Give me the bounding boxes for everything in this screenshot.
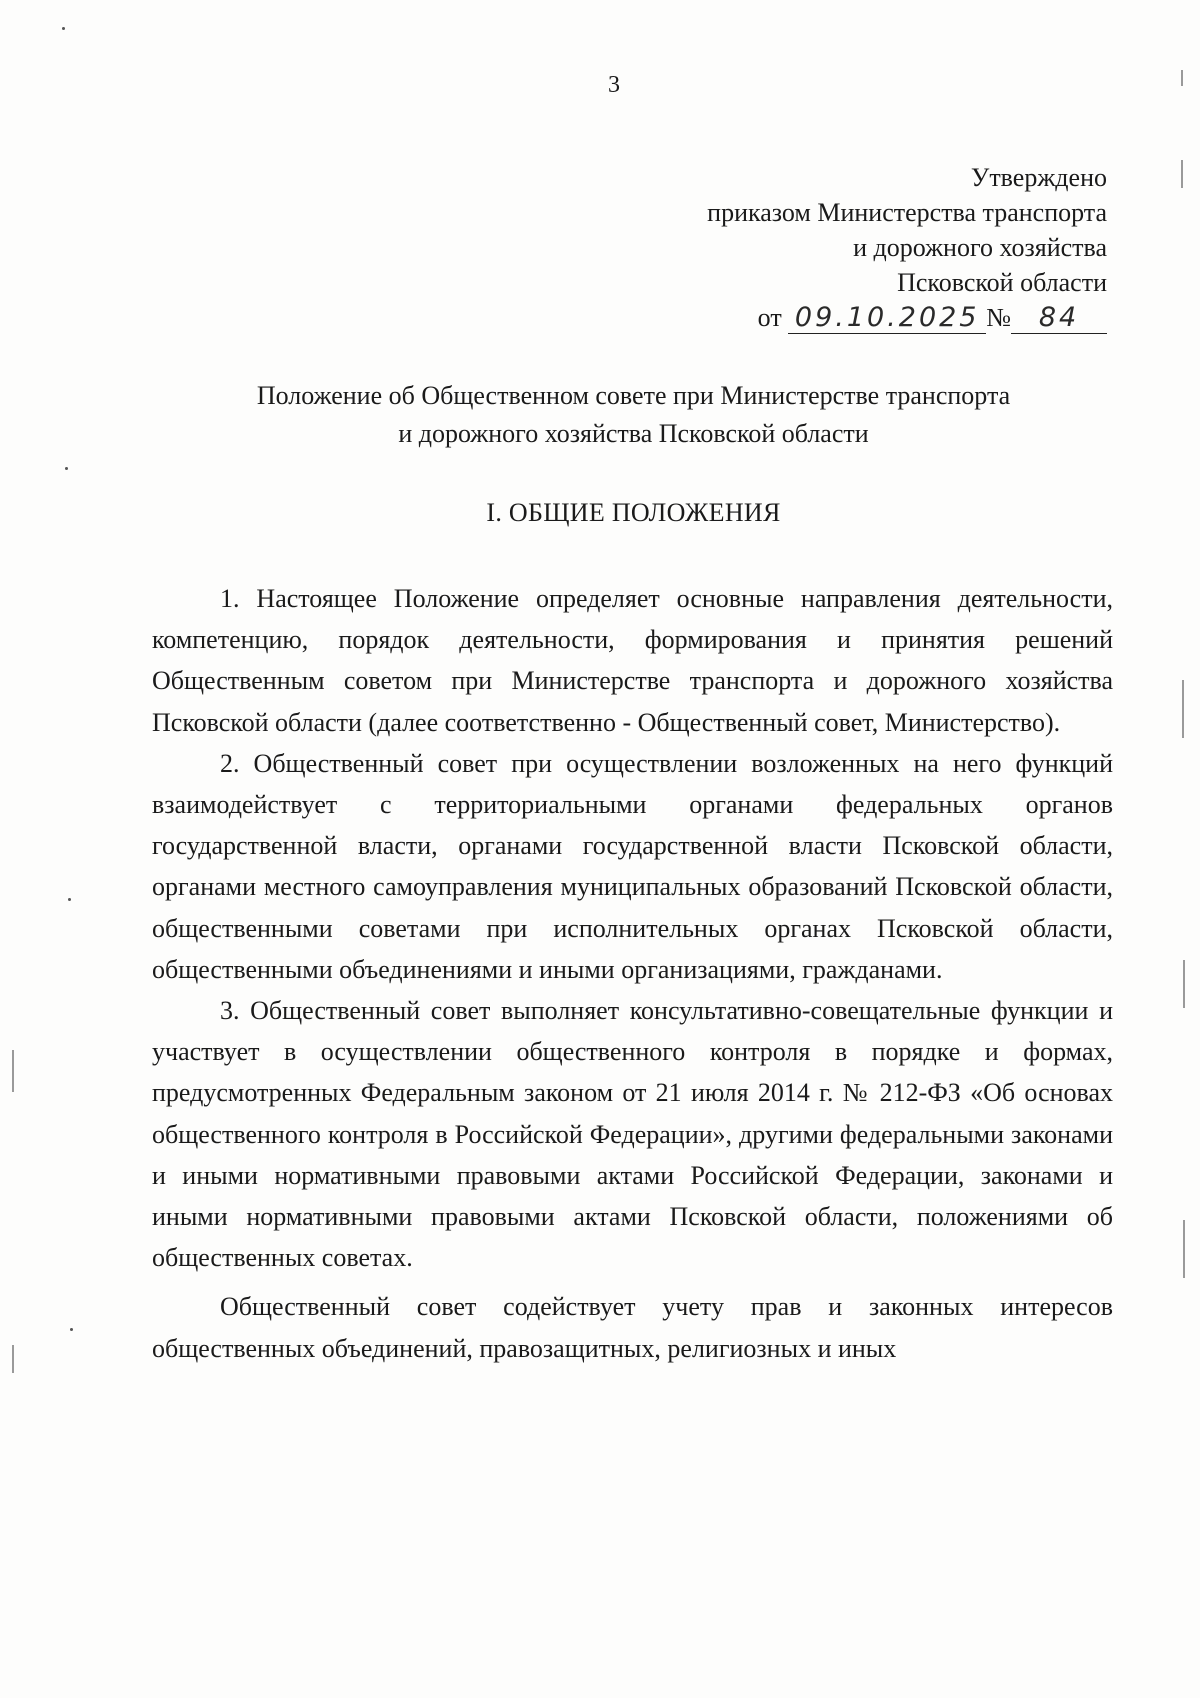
handwritten-date: 09.10.2025 bbox=[788, 303, 986, 334]
from-label: от bbox=[757, 303, 782, 332]
scan-speck bbox=[70, 1328, 73, 1331]
scan-speck bbox=[65, 467, 68, 470]
scan-edge-mark bbox=[1183, 960, 1185, 1008]
title-line: и дорожного хозяйства Псковской области bbox=[398, 419, 869, 448]
title-line: Положение об Общественном совете при Министерстве транспорта bbox=[256, 381, 1011, 410]
paragraph: 3. Общественный совет выполняет консультативно-совещательные функции и участвует в осуществлении общественного контроля в порядке и формах, предусмотренных Федеральным законом от 21 июля 2014 г. № 212-ФЗ «Об основах общественного контроля в Российской Федерации», другими федеральными законами и иными нормативными правовыми актами Российской Федерации, законами и иными нормативными правовыми актами Псковской области, положениями об общественных советах. bbox=[152, 996, 1113, 1273]
document-body bbox=[152, 578, 1113, 1369]
scan-edge-mark bbox=[1183, 1220, 1185, 1278]
scan-edge-mark bbox=[1181, 160, 1183, 188]
approval-date-line bbox=[707, 300, 1107, 335]
scan-edge-mark bbox=[12, 1050, 14, 1092]
approval-line: и дорожного хозяйства bbox=[853, 233, 1107, 262]
section-heading: I. ОБЩИЕ ПОЛОЖЕНИЯ bbox=[486, 498, 781, 527]
handwritten-number: 84 bbox=[1011, 303, 1107, 334]
paragraph: Общественный совет содействует учету прав и законных интересов общественных объединений, правозащитных, религиозных и иных bbox=[152, 1292, 1113, 1363]
approval-line: приказом Министерства транспорта bbox=[707, 198, 1107, 227]
document-title bbox=[150, 377, 1117, 453]
approval-stamp-block bbox=[707, 160, 1107, 335]
page-number: 3 bbox=[608, 72, 620, 98]
paragraph: 2. Общественный совет при осуществлении возложенных на него функций взаимодействует с территориальными органами федеральных органов государственной власти, органами государственной власти Псковской области, органами местного самоуправления муниципальных образований Псковской области, общественными советами при исполнительных органах Псковской области, общественными объединениями и иными организациями, гражданами. bbox=[152, 748, 1113, 984]
paragraph: 1. Настоящее Положение определяет основные направления деятельности, компетенцию, порядок деятельности, формирования и принятия решений Общественным советом при Министерстве транспорта и дорожного хозяйства Псковской области (далее соответственно - Общественный совет, Министерство). bbox=[152, 584, 1113, 737]
scan-edge-mark bbox=[1182, 680, 1184, 738]
scan-speck bbox=[62, 27, 65, 30]
scan-edge-mark bbox=[12, 1345, 14, 1373]
scan-speck bbox=[68, 898, 71, 901]
approval-line: Утверждено bbox=[970, 163, 1107, 192]
approval-line: Псковской области bbox=[897, 268, 1107, 297]
number-label: № bbox=[986, 303, 1011, 332]
